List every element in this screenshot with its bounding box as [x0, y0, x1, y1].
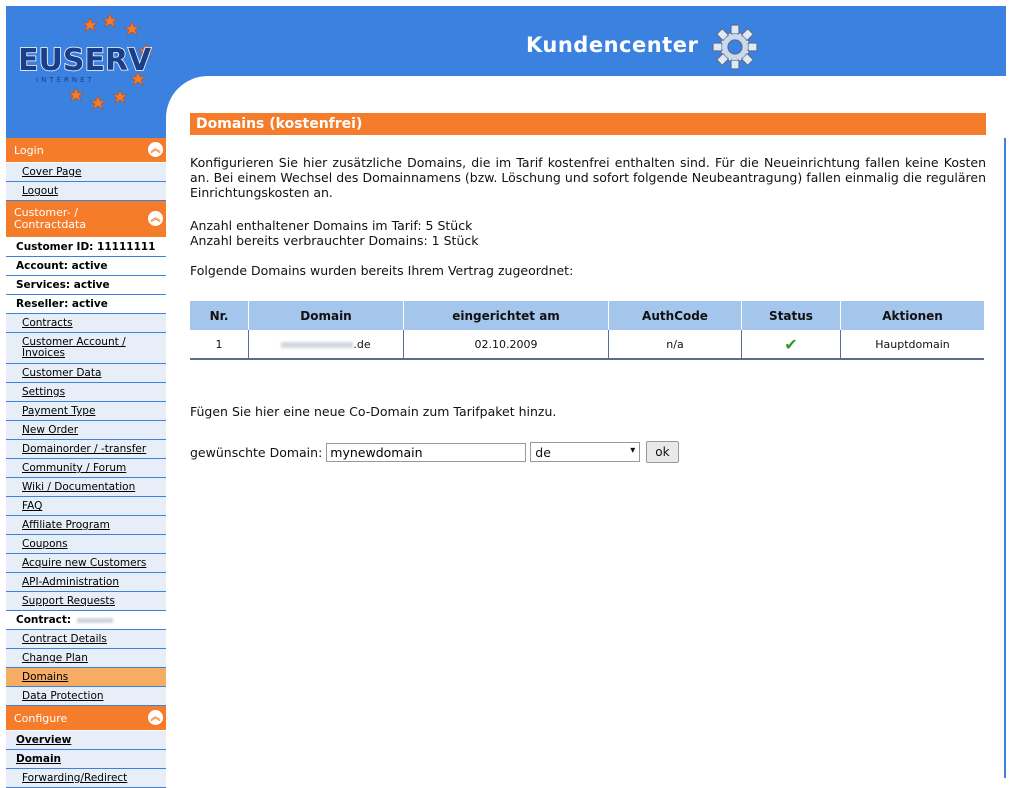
sidebar-item-forwarding[interactable]: Forwarding/Redirect	[6, 769, 166, 788]
sidebar-item-new-order[interactable]: New Order	[6, 421, 166, 440]
redacted-domain	[281, 342, 353, 348]
col-date: eingerichtet am	[404, 301, 609, 330]
main-content	[190, 113, 986, 463]
chevron-up-icon[interactable]: ︽	[148, 142, 163, 157]
table-header-row	[190, 301, 984, 330]
sidebar-item-domainorder[interactable]: Domainorder / -transfer	[6, 440, 166, 459]
count-used: Anzahl bereits verbrauchter Domains: 1 Stück	[190, 233, 479, 248]
contract-label-text: Contract:	[16, 614, 72, 626]
sidebar-item-logout[interactable]: Logout	[6, 182, 166, 201]
sidebar-item-support[interactable]: Support Requests	[6, 592, 166, 611]
cell-date: 02.10.2009	[404, 330, 609, 359]
page-frame	[6, 6, 1006, 784]
sidebar-item-payment-type[interactable]: Payment Type	[6, 402, 166, 421]
check-icon: ✔	[784, 334, 798, 354]
sidebar-item-community[interactable]: Community / Forum	[6, 459, 166, 478]
sidebar-item-cover-page[interactable]: Cover Page	[6, 163, 166, 182]
sidebar-section-label: Customer- / Contractdata	[14, 206, 87, 231]
svg-text:INTERNET: INTERNET	[36, 76, 95, 84]
col-actions: Aktionen	[841, 301, 985, 330]
sidebar-item-wiki[interactable]: Wiki / Documentation	[6, 478, 166, 497]
customer-id: Customer ID: 11111111	[6, 238, 166, 257]
intro-text: Konfigurieren Sie hier zusätzliche Domains, die im Tarif kostenfrei enthalten sind. Für die Neueinrichtung fallen keine Kosten an. Bei einem Wechsel des Domainnamens (bzw. Löschung und sofort folgende Neubeantragung) fallen einmalig die regulären Einrichtungskosten an.	[190, 155, 986, 200]
assigned-text: Folgende Domains wurden bereits Ihrem Vertrag zugeordnet:	[190, 263, 574, 278]
count-included: Anzahl enthaltener Domains im Tarif: 5 Stück	[190, 218, 473, 233]
sidebar-item-contract-details[interactable]: Contract Details	[6, 630, 166, 649]
page-title: Domains (kostenfrei)	[190, 113, 986, 135]
sidebar-item-acquire-customers[interactable]: Acquire new Customers	[6, 554, 166, 573]
sidebar-item-coupons[interactable]: Coupons	[6, 535, 166, 554]
cell-nr: 1	[190, 330, 249, 359]
domains-table	[190, 301, 984, 360]
chevron-up-icon[interactable]: ︽	[148, 710, 163, 725]
services-status: Services: active	[6, 276, 166, 295]
sidebar-item-faq[interactable]: FAQ	[6, 497, 166, 516]
sidebar-item-domain[interactable]: Domain	[6, 750, 166, 769]
svg-text:EUSERV: EUSERV	[18, 43, 152, 78]
sidebar-item-change-plan[interactable]: Change Plan	[6, 649, 166, 668]
sidebar-item-overview[interactable]: Overview	[6, 731, 166, 750]
sidebar-item-api-admin[interactable]: API-Administration	[6, 573, 166, 592]
euserv-logo[interactable]	[10, 10, 162, 114]
sidebar-item-customer-account[interactable]: Customer Account / Invoices	[6, 333, 166, 364]
sidebar-item-contracts[interactable]: Contracts	[6, 314, 166, 333]
domain-suffix: .de	[353, 337, 371, 351]
contract-label	[6, 611, 166, 630]
sidebar-item-settings[interactable]: Settings	[6, 383, 166, 402]
sidebar-item-data-protection[interactable]: Data Protection	[6, 687, 166, 706]
col-nr: Nr.	[190, 301, 249, 330]
sidebar-section-customer[interactable]	[6, 201, 166, 238]
sidebar-section-configure[interactable]	[6, 706, 166, 731]
cell-status	[742, 330, 841, 359]
sidebar-section-login[interactable]	[6, 138, 166, 163]
app-title: Kundencenter	[526, 33, 699, 57]
cell-authcode: n/a	[609, 330, 742, 359]
redacted-contract	[77, 618, 113, 623]
chevron-up-icon[interactable]: ︽	[148, 211, 163, 226]
add-codomain-text: Fügen Sie hier eine neue Co-Domain zum Tarifpaket hinzu.	[190, 404, 557, 419]
account-status: Account: active	[6, 257, 166, 276]
sidebar	[6, 138, 166, 788]
chevron-down-icon: ▾	[630, 445, 636, 456]
add-domain-form	[190, 441, 986, 463]
domain-label: gewünschte Domain:	[190, 444, 323, 460]
sidebar-item-domains[interactable]: Domains	[6, 668, 166, 687]
reseller-status: Reseller: active	[6, 295, 166, 314]
domain-input[interactable]	[326, 443, 526, 462]
tld-select[interactable]	[530, 442, 640, 462]
sidebar-section-label: Configure	[14, 711, 68, 725]
col-status: Status	[742, 301, 841, 330]
sidebar-section-label: Login	[14, 143, 44, 157]
gear-icon	[712, 24, 758, 70]
content-border	[1004, 138, 1006, 778]
ok-button[interactable]: ok	[646, 441, 678, 463]
cell-domain	[249, 330, 404, 359]
sidebar-item-customer-data[interactable]: Customer Data	[6, 364, 166, 383]
sidebar-item-affiliate[interactable]: Affiliate Program	[6, 516, 166, 535]
tld-selected: de	[535, 444, 551, 460]
table-row	[190, 330, 984, 359]
domain-counts	[190, 218, 986, 248]
cell-action: Hauptdomain	[841, 330, 985, 359]
col-authcode: AuthCode	[609, 301, 742, 330]
col-domain: Domain	[249, 301, 404, 330]
